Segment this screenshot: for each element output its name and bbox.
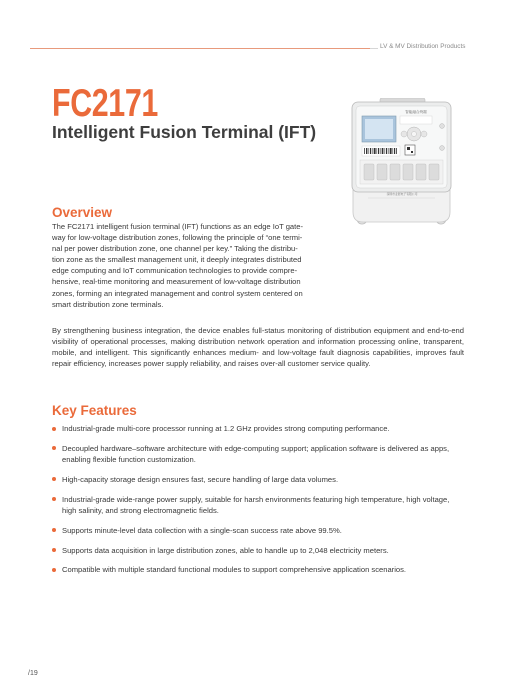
feature-item: High-capacity storage design ensures fast, secure handling of large data volumes. xyxy=(52,474,464,485)
header-rule xyxy=(30,48,370,49)
bullet-icon xyxy=(52,528,56,532)
key-features-title: Key Features xyxy=(52,403,137,418)
device-title-text: 智能融合终端 xyxy=(405,110,427,114)
overview-line: zones, forming an integrated management and control system centered on xyxy=(52,288,303,298)
overview-line: tion zone as the smallest management unit, it deeply integrates distributed xyxy=(52,255,302,265)
overview-line: way for low-voltage distribution zones, following the principle of “one termi- xyxy=(52,233,303,243)
bullet-icon xyxy=(52,427,56,431)
page-number: /19 xyxy=(28,670,38,677)
overview-line: smart distribution zone terminals. xyxy=(52,299,164,309)
product-name: Intelligent Fusion Terminal (IFT) xyxy=(52,122,317,142)
key-features-list xyxy=(52,423,464,584)
device-image xyxy=(350,98,453,228)
feature-item: Decoupled hardware–software architecture with edge-computing support; application software is delivered as apps, enabling flexible function customization. xyxy=(52,443,464,466)
feature-item: Compatible with multiple standard functional modules to support comprehensive application scenarios. xyxy=(52,564,464,575)
bullet-icon xyxy=(52,497,56,501)
overview-line: hensive, real-time monitoring and measurement of low-voltage distribution xyxy=(52,277,301,287)
overview-line: edge computing and IoT communication technologies to provide compre- xyxy=(52,266,298,276)
bullet-icon xyxy=(52,548,56,552)
bullet-icon xyxy=(52,446,56,450)
product-model: FC2171 xyxy=(52,82,158,125)
overview-title: Overview xyxy=(52,205,113,220)
device-brand-text: 深圳市业展电子有限公司 xyxy=(386,192,418,196)
overview-line: nal per power distribution zone, one channel per key.” Taking the distribu- xyxy=(52,244,298,254)
feature-item: Industrial-grade wide-range power supply, suitable for harsh environments featuring high temperature, high voltage, high salinity, and strong electromagnetic fields. xyxy=(52,494,464,517)
header-rule-gap xyxy=(370,48,378,49)
bullet-icon xyxy=(52,477,56,481)
overview-line: The FC2171 intelligent fusion terminal (IFT) functions as an edge IoT gate- xyxy=(52,222,304,231)
feature-item: Supports minute-level data collection with a single-scan success rate above 99.5%. xyxy=(52,525,464,536)
feature-item: Supports data acquisition in large distribution zones, able to handle up to 2,048 electricity meters. xyxy=(52,545,464,556)
feature-item: Industrial-grade multi-core processor running at 1.2 GHz provides strong computing performance. xyxy=(52,423,464,434)
overview-paragraph-2: By strengthening business integration, the device enables full-status monitoring of distribution equipment and end-to-end visibility of operational processes, making distribution network operation and information processing online, transparent, mobile, and intelligent. This significantly enhances medium- and low-voltage fault diagnosis capabilities, improves fault repair efficiency, increases power supply reliability, and raises over-all customer service quality. xyxy=(52,326,464,369)
overview-paragraph-1 xyxy=(52,221,340,310)
header-category: LV & MV Distribution Products xyxy=(380,43,466,50)
bullet-icon xyxy=(52,568,56,572)
